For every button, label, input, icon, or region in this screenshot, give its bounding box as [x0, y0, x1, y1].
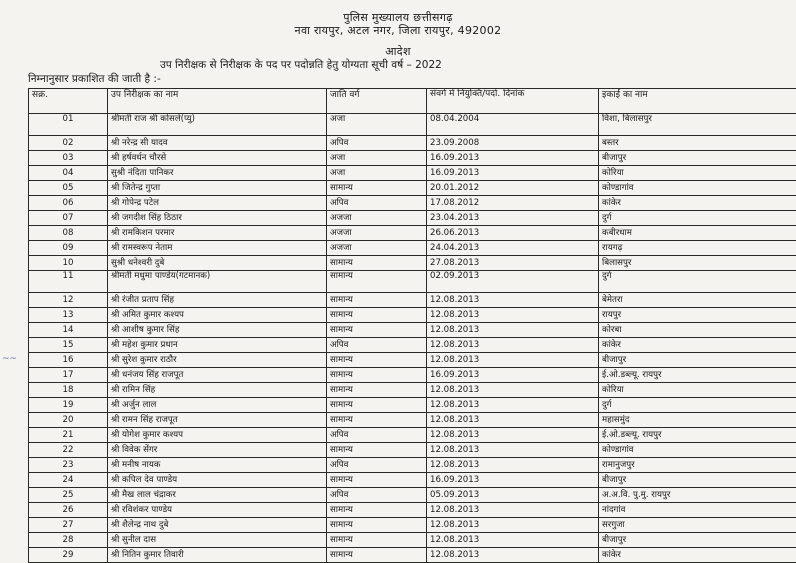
table-cell: कांकेर	[599, 338, 796, 353]
table-cell: सुश्री धनेश्वरी दुबे	[108, 256, 327, 271]
column-header: उप निरीक्षक का नाम	[108, 89, 327, 114]
table-cell: सामान्य	[327, 518, 427, 533]
table-cell: श्री मनीष नायक	[108, 458, 327, 473]
table-cell: बीजापुर	[599, 473, 796, 488]
table-cell: श्री रामस्वरूप नेताम	[108, 241, 327, 256]
table-row	[29, 428, 796, 443]
table-cell: श्री धनंजय सिंह राजपूत	[108, 368, 327, 383]
table-cell: दुर्ग	[599, 271, 796, 293]
table-cell: 12.08.2013	[427, 293, 599, 308]
table-cell: 12.08.2013	[427, 383, 599, 398]
office-address: नवा रायपुर, अटल नगर, जिला रायपुर, 492002	[0, 23, 796, 38]
table-cell: 12.08.2013	[427, 398, 599, 413]
table-cell: बीजापुर	[599, 353, 796, 368]
table-cell: श्री रामिन सिंह	[108, 383, 327, 398]
table-cell: 01	[29, 114, 108, 136]
table-cell: 08	[29, 226, 108, 241]
table-cell: 12	[29, 293, 108, 308]
table-cell: 18	[29, 383, 108, 398]
table-cell: 17.08.2012	[427, 196, 599, 211]
table-cell: श्री अमित कुमार कश्यप	[108, 308, 327, 323]
table-cell: अजजा	[327, 211, 427, 226]
table-cell: 12.08.2013	[427, 548, 599, 563]
table-cell: कोरबा	[599, 323, 796, 338]
table-row	[29, 151, 796, 166]
table-cell: 25	[29, 488, 108, 503]
table-cell: अ.अ.वि. पु.मु. रायपुर	[599, 488, 796, 503]
table-cell: 05	[29, 181, 108, 196]
table-cell: बेमेतरा	[599, 293, 796, 308]
table-cell: सामान्य	[327, 308, 427, 323]
table-cell: अजा	[327, 151, 427, 166]
table-cell: कोरिया	[599, 383, 796, 398]
table-cell: श्री गोपेन्द्र पटेल	[108, 196, 327, 211]
table-cell: अपिव	[327, 428, 427, 443]
table-cell: सामान्य	[327, 181, 427, 196]
table-cell: श्री योगेश कुमार कश्यप	[108, 428, 327, 443]
table-row	[29, 211, 796, 226]
table-cell: 12.08.2013	[427, 458, 599, 473]
table-header-row	[29, 89, 796, 114]
table-row	[29, 398, 796, 413]
table-cell: 16.09.2013	[427, 166, 599, 181]
table-cell: 27.08.2013	[427, 256, 599, 271]
table-cell: श्री जगदीश सिंह ठिठार	[108, 211, 327, 226]
table-cell: 21	[29, 428, 108, 443]
table-cell: श्री सुनील दास	[108, 533, 327, 548]
table-cell: सामान्य	[327, 533, 427, 548]
table-cell: सामान्य	[327, 323, 427, 338]
table-cell: 16	[29, 353, 108, 368]
table-cell: सरगुजा	[599, 518, 796, 533]
table-cell: 12.08.2013	[427, 503, 599, 518]
table-cell: नांदगांव	[599, 503, 796, 518]
table-cell: सामान्य	[327, 503, 427, 518]
table-cell: 04	[29, 166, 108, 181]
table-cell: 16.09.2013	[427, 151, 599, 166]
table-cell: 12.08.2013	[427, 323, 599, 338]
order-title: आदेश	[0, 44, 796, 59]
table-cell: श्री रंजीत प्रताप सिंह	[108, 293, 327, 308]
table-row	[29, 323, 796, 338]
table-cell: अपिव	[327, 136, 427, 151]
table-row	[29, 533, 796, 548]
table-cell: श्री अर्जुन लाल	[108, 398, 327, 413]
table-cell: बिलासपुर	[599, 256, 796, 271]
intro-line-1: उप निरीक्षक से निरीक्षक के पद पर पदोन्नति हेतु योग्यता सूची वर्ष – 2022	[160, 58, 442, 72]
table-cell: 26.06.2013	[427, 226, 599, 241]
table-cell: कबीरधाम	[599, 226, 796, 241]
table-cell: 12.08.2013	[427, 413, 599, 428]
table-cell: रामानुजपुर	[599, 458, 796, 473]
table-cell: 20	[29, 413, 108, 428]
column-header: सक्र.	[29, 89, 108, 114]
table-cell: 16.09.2013	[427, 473, 599, 488]
table-row	[29, 503, 796, 518]
table-cell: कोण्डागांव	[599, 181, 796, 196]
table-cell: कांकेर	[599, 196, 796, 211]
table-cell: कोरिया	[599, 166, 796, 181]
table-cell: ई.ओ.डब्ल्यू. रायपुर	[599, 368, 796, 383]
table-cell: श्री हर्षवर्धन चौरसे	[108, 151, 327, 166]
table-cell: 12.08.2013	[427, 353, 599, 368]
table-cell: श्री रामन सिंह राजपूत	[108, 413, 327, 428]
table-row	[29, 226, 796, 241]
table-cell: श्री कपिल देव पाण्डेय	[108, 473, 327, 488]
table-cell: सामान्य	[327, 443, 427, 458]
table-cell: बस्तर	[599, 136, 796, 151]
column-header: जाति वर्ग	[327, 89, 427, 114]
table-cell: 22	[29, 443, 108, 458]
table-row	[29, 488, 796, 503]
table-cell: अजजा	[327, 241, 427, 256]
table-cell: अपिव	[327, 488, 427, 503]
table-cell: 17	[29, 368, 108, 383]
table-row	[29, 293, 796, 308]
merit-list-table	[28, 88, 796, 563]
table-row	[29, 443, 796, 458]
table-cell: रायगढ़	[599, 241, 796, 256]
margin-mark: ~~	[2, 354, 17, 364]
table-cell: 15	[29, 338, 108, 353]
table-row	[29, 353, 796, 368]
table-cell: 24.04.2013	[427, 241, 599, 256]
table-cell: 28	[29, 533, 108, 548]
table-cell: 08.04.2004	[427, 114, 599, 136]
table-cell: 16.09.2013	[427, 368, 599, 383]
table-cell: 13	[29, 308, 108, 323]
table-cell: श्री महेश कुमार प्रधान	[108, 338, 327, 353]
table-cell: 02.09.2013	[427, 271, 599, 293]
table-cell: ई.ओ.डब्ल्यू. रायपुर	[599, 428, 796, 443]
table-cell: श्री मैख लाल चंद्राकर	[108, 488, 327, 503]
table-row	[29, 241, 796, 256]
table-cell: सुश्री नंदिता पानिकर	[108, 166, 327, 181]
table-cell: श्री आशीष कुमार सिंह	[108, 323, 327, 338]
table-cell: सामान्य	[327, 383, 427, 398]
table-row	[29, 548, 796, 563]
table-row	[29, 338, 796, 353]
table-cell: सामान्य	[327, 398, 427, 413]
table-cell: रायपुर	[599, 308, 796, 323]
table-cell: सामान्य	[327, 473, 427, 488]
table-cell: 12.08.2013	[427, 533, 599, 548]
table-cell: सामान्य	[327, 353, 427, 368]
table-cell: श्री नितिन कुमार तिवारी	[108, 548, 327, 563]
table-cell: श्री रविशंकर पाण्डेय	[108, 503, 327, 518]
table-cell: 11	[29, 271, 108, 293]
table-row	[29, 114, 796, 136]
table-cell: बीजापुर	[599, 533, 796, 548]
table-cell: 09	[29, 241, 108, 256]
table-row	[29, 256, 796, 271]
table-cell: 23.04.2013	[427, 211, 599, 226]
table-cell: अपिव	[327, 458, 427, 473]
table-cell: 12.08.2013	[427, 443, 599, 458]
table-cell: श्री विवेक सेंगर	[108, 443, 327, 458]
table-cell: बीजापुर	[599, 151, 796, 166]
table-cell: 10	[29, 256, 108, 271]
table-cell: सामान्य	[327, 548, 427, 563]
column-header: इकाई का नाम	[599, 89, 796, 114]
table-cell: श्री सुरेश कुमार राठौर	[108, 353, 327, 368]
column-header: संवर्ग में नियुक्ति/पदो. दिनांक	[427, 89, 599, 114]
table-cell: 12.08.2013	[427, 338, 599, 353]
table-cell: दुर्ग	[599, 211, 796, 226]
table-cell: 07	[29, 211, 108, 226]
table-row	[29, 518, 796, 533]
table-cell: अजा	[327, 114, 427, 136]
table-cell: 06	[29, 196, 108, 211]
table-cell: 20.01.2012	[427, 181, 599, 196]
table-cell: श्रीमती राज श्री कोसले(प्यु)	[108, 114, 327, 136]
table-cell: सामान्य	[327, 271, 427, 293]
table-row	[29, 413, 796, 428]
table-cell: दुर्ग	[599, 398, 796, 413]
table-cell: महासमुंद	[599, 413, 796, 428]
table-row	[29, 271, 796, 293]
table-row	[29, 196, 796, 211]
table-row	[29, 136, 796, 151]
table-cell: 29	[29, 548, 108, 563]
office-name: पुलिस मुख्यालय छत्तीसगढ़	[0, 10, 796, 25]
table-cell: श्री शैलेन्द्र नाथ दुबे	[108, 518, 327, 533]
table-cell: 14	[29, 323, 108, 338]
table-cell: सामान्य	[327, 256, 427, 271]
table-cell: 19	[29, 398, 108, 413]
table-cell: श्री नरेन्द्र सी यादव	[108, 136, 327, 151]
table-row	[29, 308, 796, 323]
table-cell: 12.08.2013	[427, 428, 599, 443]
table-row	[29, 181, 796, 196]
table-cell: 26	[29, 503, 108, 518]
table-cell: अपिव	[327, 196, 427, 211]
table-cell: अपिव	[327, 338, 427, 353]
table-cell: सामान्य	[327, 293, 427, 308]
table-row	[29, 368, 796, 383]
table-cell: कोण्डागांव	[599, 443, 796, 458]
table-cell: 12.08.2013	[427, 308, 599, 323]
table-cell: श्री रामकिशन परमार	[108, 226, 327, 241]
table-row	[29, 473, 796, 488]
table-cell: अजा	[327, 166, 427, 181]
table-cell: विशा, बिलासपुर	[599, 114, 796, 136]
table-cell: 23.09.2008	[427, 136, 599, 151]
table-cell: 23	[29, 458, 108, 473]
table-cell: श्री जितेन्द्र गुप्ता	[108, 181, 327, 196]
table-cell: श्रीमती मधुमा पाण्डेय(गटमानक)	[108, 271, 327, 293]
intro-line-2: निम्नानुसार प्रकाशित की जाती है :-	[28, 72, 161, 86]
table-row	[29, 383, 796, 398]
table-cell: 05.09.2013	[427, 488, 599, 503]
table-cell: अजजा	[327, 226, 427, 241]
table-cell: 03	[29, 151, 108, 166]
table-cell: 02	[29, 136, 108, 151]
table-cell: कांकेर	[599, 548, 796, 563]
table-row	[29, 458, 796, 473]
table-cell: 24	[29, 473, 108, 488]
table-cell: सामान्य	[327, 368, 427, 383]
table-cell: सामान्य	[327, 413, 427, 428]
table-cell: 12.08.2013	[427, 518, 599, 533]
table-cell: 27	[29, 518, 108, 533]
table-row	[29, 166, 796, 181]
